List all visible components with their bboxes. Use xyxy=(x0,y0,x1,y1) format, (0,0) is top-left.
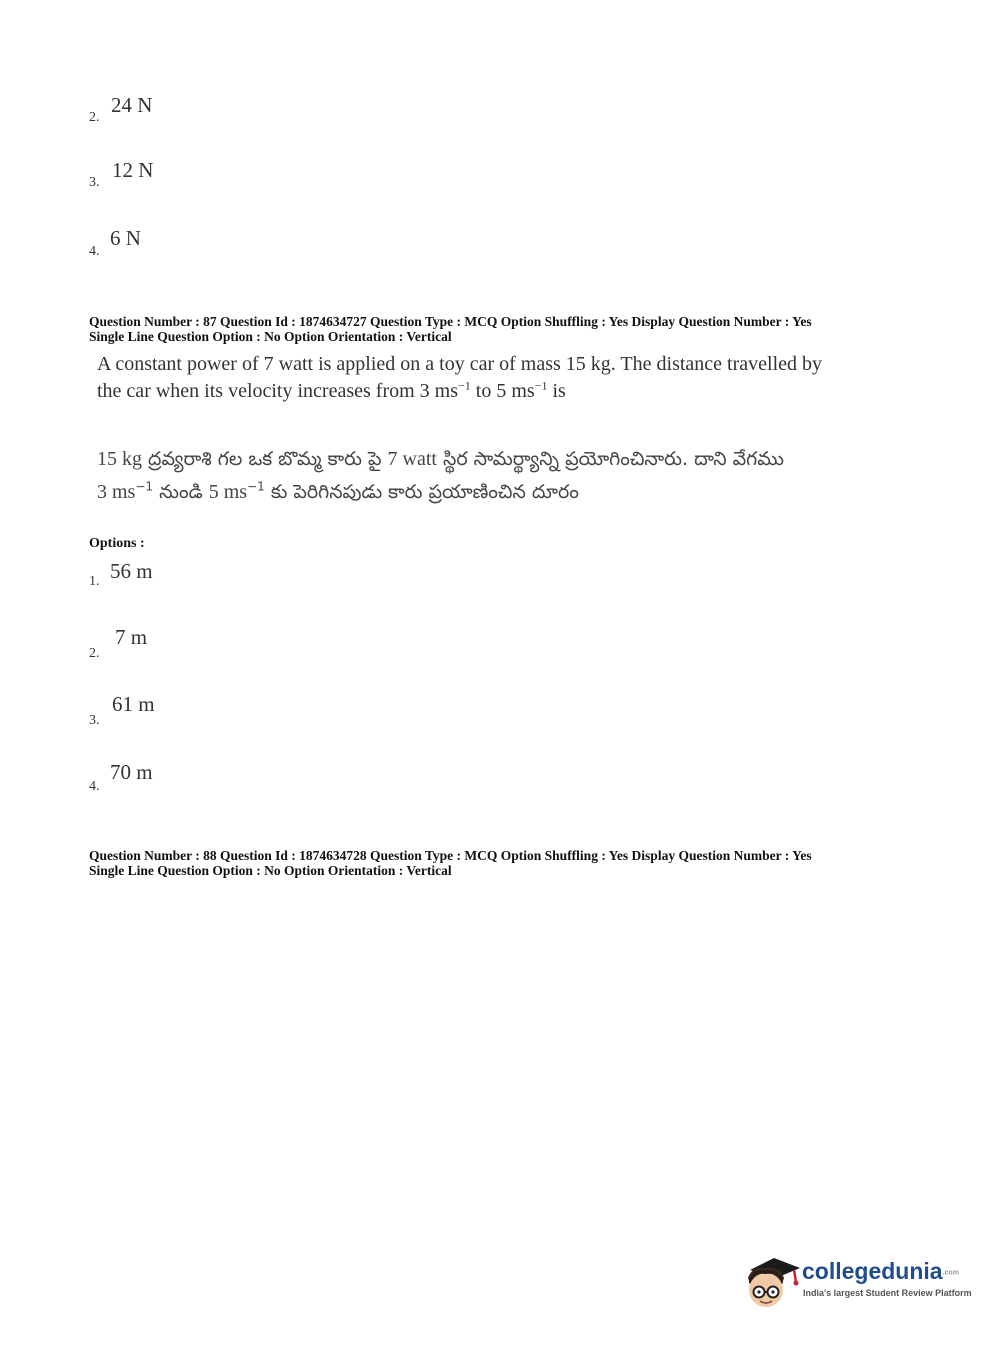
option-value: 24 N xyxy=(111,93,153,117)
option-number: 2. xyxy=(89,110,100,125)
question-text-line: the car when its velocity increases from 3 $ms^{-1}$ to 5 $ms^{-1}$ is xyxy=(97,378,566,402)
option-number: 2. xyxy=(89,646,100,661)
option-number: 3. xyxy=(89,175,100,190)
option-value: 7 m xyxy=(115,625,148,649)
logo-tagline: India's largest Student Review Platform xyxy=(803,1288,972,1298)
option-number: 4. xyxy=(89,244,100,259)
question-meta-line1: Question Number : 88 Question Id : 1874634728 Question Type : MCQ Option Shuffling : Yes Display Question Number : Yes xyxy=(89,848,812,863)
question-text-telugu xyxy=(97,443,784,509)
question-text-english xyxy=(97,351,822,405)
collegedunia-logo xyxy=(740,1248,970,1312)
logo-name: collegedunia xyxy=(802,1258,943,1284)
mascot-icon xyxy=(740,1248,802,1310)
option-value: 61 m xyxy=(112,692,155,716)
options-label: Options : xyxy=(89,536,145,551)
logo-suffix: .com xyxy=(942,1269,959,1277)
question-meta-line2: Single Line Question Option : No Option Orientation : Vertical xyxy=(89,863,452,878)
option-value: 6 N xyxy=(110,226,141,250)
question-text-line: 3 $ms^{-1}$ నుండి 5 $ms^{-1}$ కు పెరిగినపుడు కారు ప్రయాణించిన దూరం xyxy=(97,479,579,503)
option-number: 3. xyxy=(89,713,100,728)
question-text-line: 15 kg ద్రవ్యరాశి గల ఒక బొమ్మ కారు పై 7 watt స్థిర సామర్థ్యాన్ని ప్రయోగించినారు. దాని వేగము xyxy=(97,448,784,470)
option-value: 70 m xyxy=(110,760,153,784)
option-value: 56 m xyxy=(110,559,153,583)
option-number: 1. xyxy=(89,574,100,589)
question-meta-line1: Question Number : 87 Question Id : 1874634727 Question Type : MCQ Option Shuffling : Yes Display Question Number : Yes xyxy=(89,314,812,329)
option-number: 4. xyxy=(89,779,100,794)
question-text-line: A constant power of 7 watt is applied on a toy car of mass 15 kg. The distance travelled by xyxy=(97,353,822,375)
question-meta-line2: Single Line Question Option : No Option Orientation : Vertical xyxy=(89,329,452,344)
option-value: 12 N xyxy=(112,158,154,182)
